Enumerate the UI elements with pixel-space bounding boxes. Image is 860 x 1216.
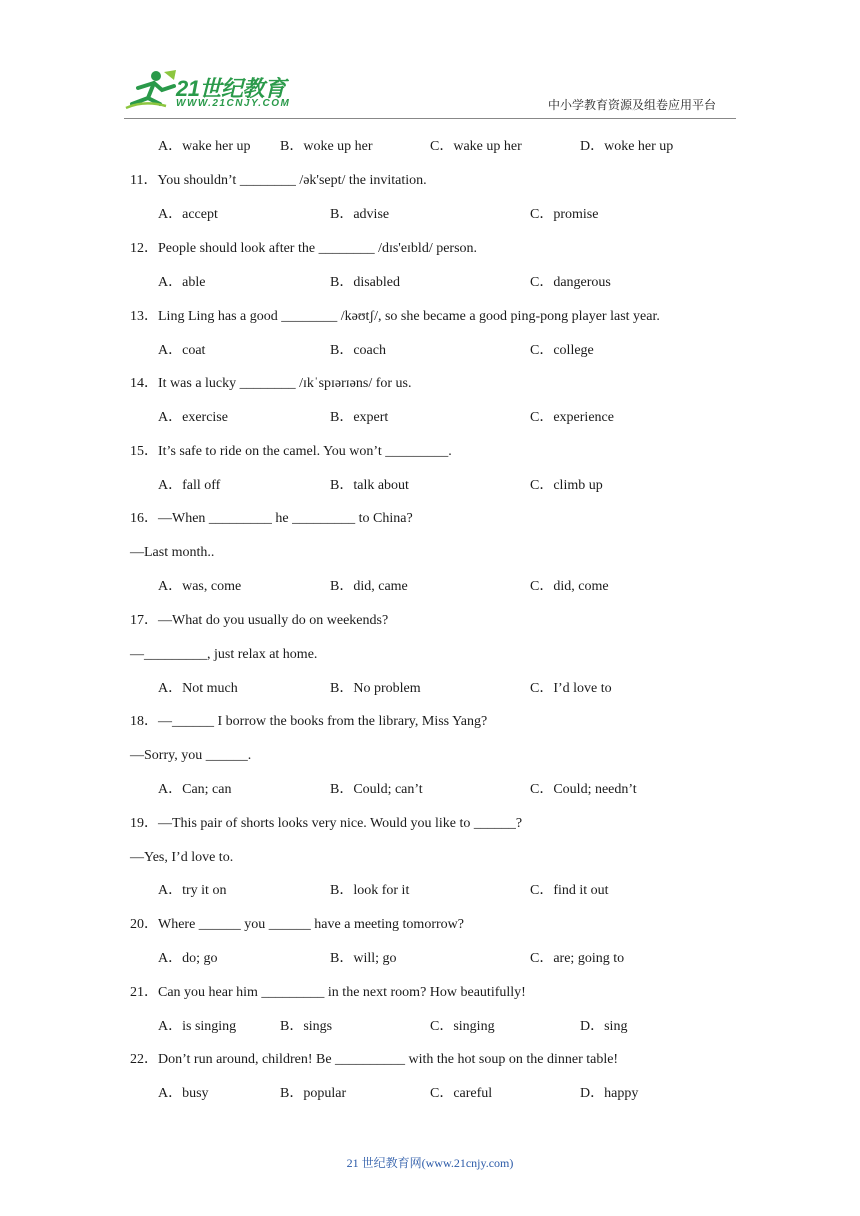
answer-option[interactable]: B．talk about (330, 478, 409, 493)
answer-option[interactable]: B．coach (330, 343, 386, 358)
question-answer-line: —Sorry, you ______. (130, 748, 252, 763)
answer-option[interactable]: B．disabled (330, 275, 400, 290)
answer-option[interactable]: A．fall off (158, 478, 221, 493)
answer-option[interactable]: A．was, come (158, 579, 242, 594)
answer-option[interactable]: A．do; go (158, 951, 218, 966)
question-stem: 17．—What do you usually do on weekends? (130, 613, 389, 628)
answer-option[interactable]: C．did, come (530, 579, 609, 594)
answer-option[interactable]: B．Could; can’t (330, 782, 423, 797)
answer-option[interactable]: A．exercise (158, 410, 228, 425)
answer-option[interactable]: C．careful (430, 1086, 493, 1101)
answer-option[interactable]: C．experience (530, 410, 614, 425)
question-answer-line: —Last month.. (130, 545, 215, 560)
answer-option[interactable]: B．No problem (330, 681, 421, 696)
runner-logo-icon (124, 68, 180, 114)
question-stem: 11．You shouldn’t ________ /ək'sept/ the invitation. (130, 173, 427, 188)
answer-option[interactable]: A．able (158, 275, 206, 290)
answer-option[interactable]: B．will; go (330, 951, 397, 966)
question-answer-line: —_________, just relax at home. (130, 647, 318, 662)
answer-option[interactable]: B．woke up her (280, 139, 373, 154)
answer-option[interactable]: D．sing (580, 1019, 628, 1034)
question-stem: 12．People should look after the ________ /dɪs'eɪbld/ person. (130, 241, 478, 256)
answer-option[interactable]: D．happy (580, 1086, 639, 1101)
answer-option[interactable]: C．climb up (530, 478, 603, 493)
page-header (0, 0, 860, 125)
answer-option[interactable]: C．Could; needn’t (530, 782, 637, 797)
answer-option[interactable]: C．singing (430, 1019, 495, 1034)
question-stem: 21．Can you hear him _________ in the next room? How beautifully! (130, 985, 526, 1000)
answer-option[interactable]: C．college (530, 343, 594, 358)
answer-option[interactable]: A．Not much (158, 681, 238, 696)
question-stem: 14．It was a lucky ________ /ɪkˈspɪərɪəns/ for us. (130, 376, 412, 391)
answer-option[interactable]: C．dangerous (530, 275, 611, 290)
question-answer-line: —Yes, I’d love to. (130, 850, 234, 865)
logo-url: WWW.21CNJY.COM (176, 98, 291, 109)
answer-option[interactable]: B．popular (280, 1086, 347, 1101)
question-stem: 13．Ling Ling has a good ________ /kəʊtʃ/, so she became a good ping-pong player last year. (130, 309, 660, 324)
question-stem: 15．It’s safe to ride on the camel. You won’t _________. (130, 444, 452, 459)
answer-option[interactable]: A．Can; can (158, 782, 232, 797)
answer-option[interactable]: C．find it out (530, 883, 609, 898)
header-divider (124, 118, 736, 119)
question-stem: 22．Don’t run around, children! Be __________ with the hot soup on the dinner table! (130, 1052, 619, 1067)
answer-option[interactable]: A．busy (158, 1086, 209, 1101)
site-logo[interactable] (124, 68, 294, 114)
logo-text: 21世纪教育 (176, 76, 286, 101)
answer-option[interactable]: A．is singing (158, 1019, 237, 1034)
answer-option[interactable]: A．try it on (158, 883, 227, 898)
answer-option[interactable]: C．I’d love to (530, 681, 612, 696)
answer-option[interactable]: A．accept (158, 207, 218, 222)
answer-option[interactable]: A．coat (158, 343, 206, 358)
question-stem: 18．—______ I borrow the books from the library, Miss Yang? (130, 714, 488, 729)
platform-tagline: 中小学教育资源及组卷应用平台 (548, 98, 717, 112)
answer-option[interactable]: C．are; going to (530, 951, 625, 966)
answer-option[interactable]: B．advise (330, 207, 390, 222)
answer-option[interactable]: D．woke her up (580, 139, 674, 154)
answer-option[interactable]: B．look for it (330, 883, 410, 898)
answer-option[interactable]: B．expert (330, 410, 389, 425)
page-footer[interactable]: 21 世纪教育网(www.21cnjy.com) (346, 1156, 514, 1170)
answer-option[interactable]: A．wake her up (158, 139, 251, 154)
answer-option[interactable]: C．wake up her (430, 139, 522, 154)
question-stem: 20．Where ______ you ______ have a meeting tomorrow? (130, 917, 464, 932)
answer-option[interactable]: B．did, came (330, 579, 408, 594)
answer-option[interactable]: B．sings (280, 1019, 333, 1034)
question-stem: 16．—When _________ he _________ to China? (130, 511, 413, 526)
answer-option[interactable]: C．promise (530, 207, 599, 222)
question-stem: 19．—This pair of shorts looks very nice. Would you like to ______? (130, 816, 523, 831)
